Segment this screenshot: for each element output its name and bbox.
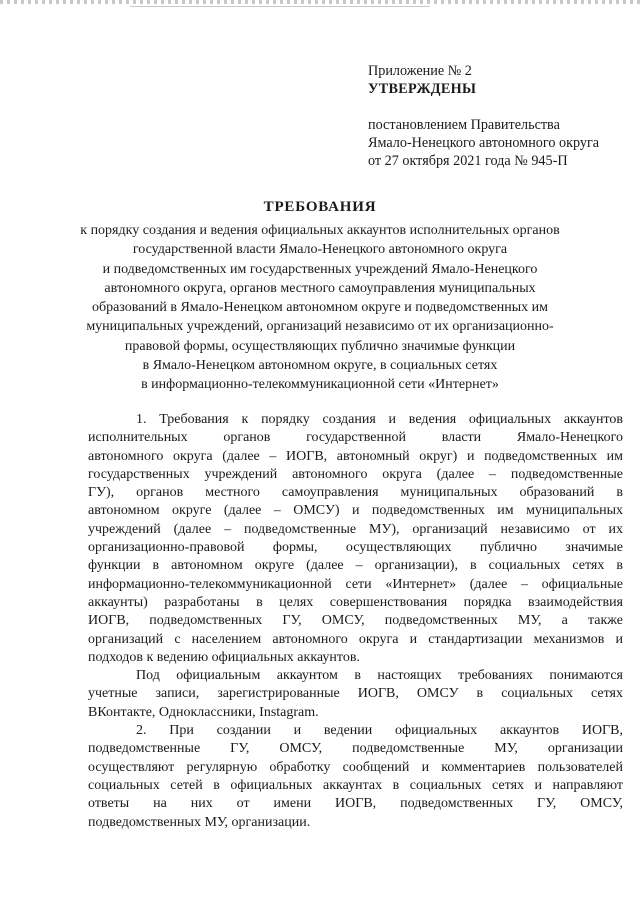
paragraph-line: автономного округа (далее – ИОГВ, автономный округ) и подведомственных им xyxy=(88,448,623,464)
subtitle-line: государственной власти Ямало-Ненецкого автономного округа xyxy=(132,242,508,258)
document-title: ТРЕБОВАНИЯ xyxy=(263,199,377,215)
subtitle-line: муниципальных учреждений, организаций независимо от их организационно- xyxy=(86,319,554,335)
paragraph-line: социальных сетей в официальных аккаунтах в социальных сетях и направляют xyxy=(88,777,623,793)
decree-line: Ямало-Ненецкого автономного округа xyxy=(368,135,600,151)
paragraph-line: учетные записи, зарегистрированные ИОГВ, ОМСУ в социальных сетях xyxy=(88,686,623,702)
decree-line: постановлением Правительства xyxy=(368,117,560,133)
paragraph-line: функции в автономном округе (далее – организации), в социальных сетях в xyxy=(88,558,623,574)
paragraph-line: ГУ), органов местного самоуправления муниципальных образований в xyxy=(88,485,623,501)
paragraph-line: автономном округе (далее – ОМСУ) и подведомственных им муниципальных xyxy=(88,503,623,519)
subtitle-line: в Ямало-Ненецком автономном округе, в социальных сетях xyxy=(142,358,498,374)
scan-edge-artifact xyxy=(0,0,640,4)
paragraph-line: ответы на них от имени ИОГВ, подведомственных ГУ, ОМСУ, xyxy=(88,796,623,812)
subtitle-line: образований в Ямало-Ненецком автономном округе и подведомственных им xyxy=(91,300,549,316)
subtitle-line: и подведомственных им государственных учреждений Ямало-Ненецкого xyxy=(102,261,538,277)
document-subtitle xyxy=(80,221,560,395)
paragraph-line: организаций с населением автономного округа и стандартизации механизмов и xyxy=(88,631,623,647)
paragraph-line: 1. Требования к порядку создания и ведения официальных аккаунтов xyxy=(136,412,623,427)
paragraph-line: 2. При создании и ведении официальных аккаунтов ИОГВ, xyxy=(136,723,623,739)
paragraph-line: ВКонтакте, Одноклассники, Instagram. xyxy=(88,704,319,720)
subtitle-line: правовой формы, осуществляющих публично значимые функции xyxy=(124,338,516,354)
decree-line: от 27 октября 2021 года № 945-П xyxy=(368,153,568,169)
subtitle-line: в информационно-телекоммуникационной сети «Интернет» xyxy=(141,377,499,393)
appendix-label: Приложение № 2 xyxy=(368,63,472,79)
paragraph-line: осуществляют регулярную обработку сообщений и комментариев пользователей xyxy=(88,759,623,775)
paragraph-line: Под официальным аккаунтом в настоящих требованиях понимаются xyxy=(136,668,623,684)
subtitle-line: к порядку создания и ведения официальных аккаунтов исполнительных органов xyxy=(80,223,560,238)
paragraph-line: аккаунты) разработаны в целях совершенствования порядка взаимодействия xyxy=(88,594,623,610)
paragraph-line: подведомственных МУ, организации. xyxy=(88,814,311,830)
scan-line-artifact xyxy=(130,6,430,7)
paragraph-line: организационно-правовой формы, осуществляющих публично значимые xyxy=(88,540,623,556)
paragraph-line: исполнительных органов государственной власти Ямало-Ненецкого xyxy=(88,430,623,446)
paragraph-line: учреждений (далее – подведомственные МУ), организаций независимо от их xyxy=(88,521,623,537)
paragraph-line: подведомственные ГУ, ОМСУ, подведомственные МУ, организации xyxy=(88,741,623,757)
paragraph-line: ИОГВ, подведомственных ГУ, ОМСУ, подведомственных МУ, а также xyxy=(88,613,623,629)
paragraph-line: подходов к ведению официальных аккаунтов. xyxy=(88,649,360,665)
approved-label: УТВЕРЖДЕНЫ xyxy=(368,81,477,97)
approval-block xyxy=(368,62,630,170)
paragraph-line: государственных учреждений автономного округа (далее – подведомственные xyxy=(88,466,623,482)
paragraph-line: информационно-телекоммуникационной сети «Интернет» (далее – официальные xyxy=(88,576,623,592)
subtitle-line: автономного округа, органов местного самоуправления муниципальных xyxy=(104,280,536,296)
document-body xyxy=(88,411,623,832)
